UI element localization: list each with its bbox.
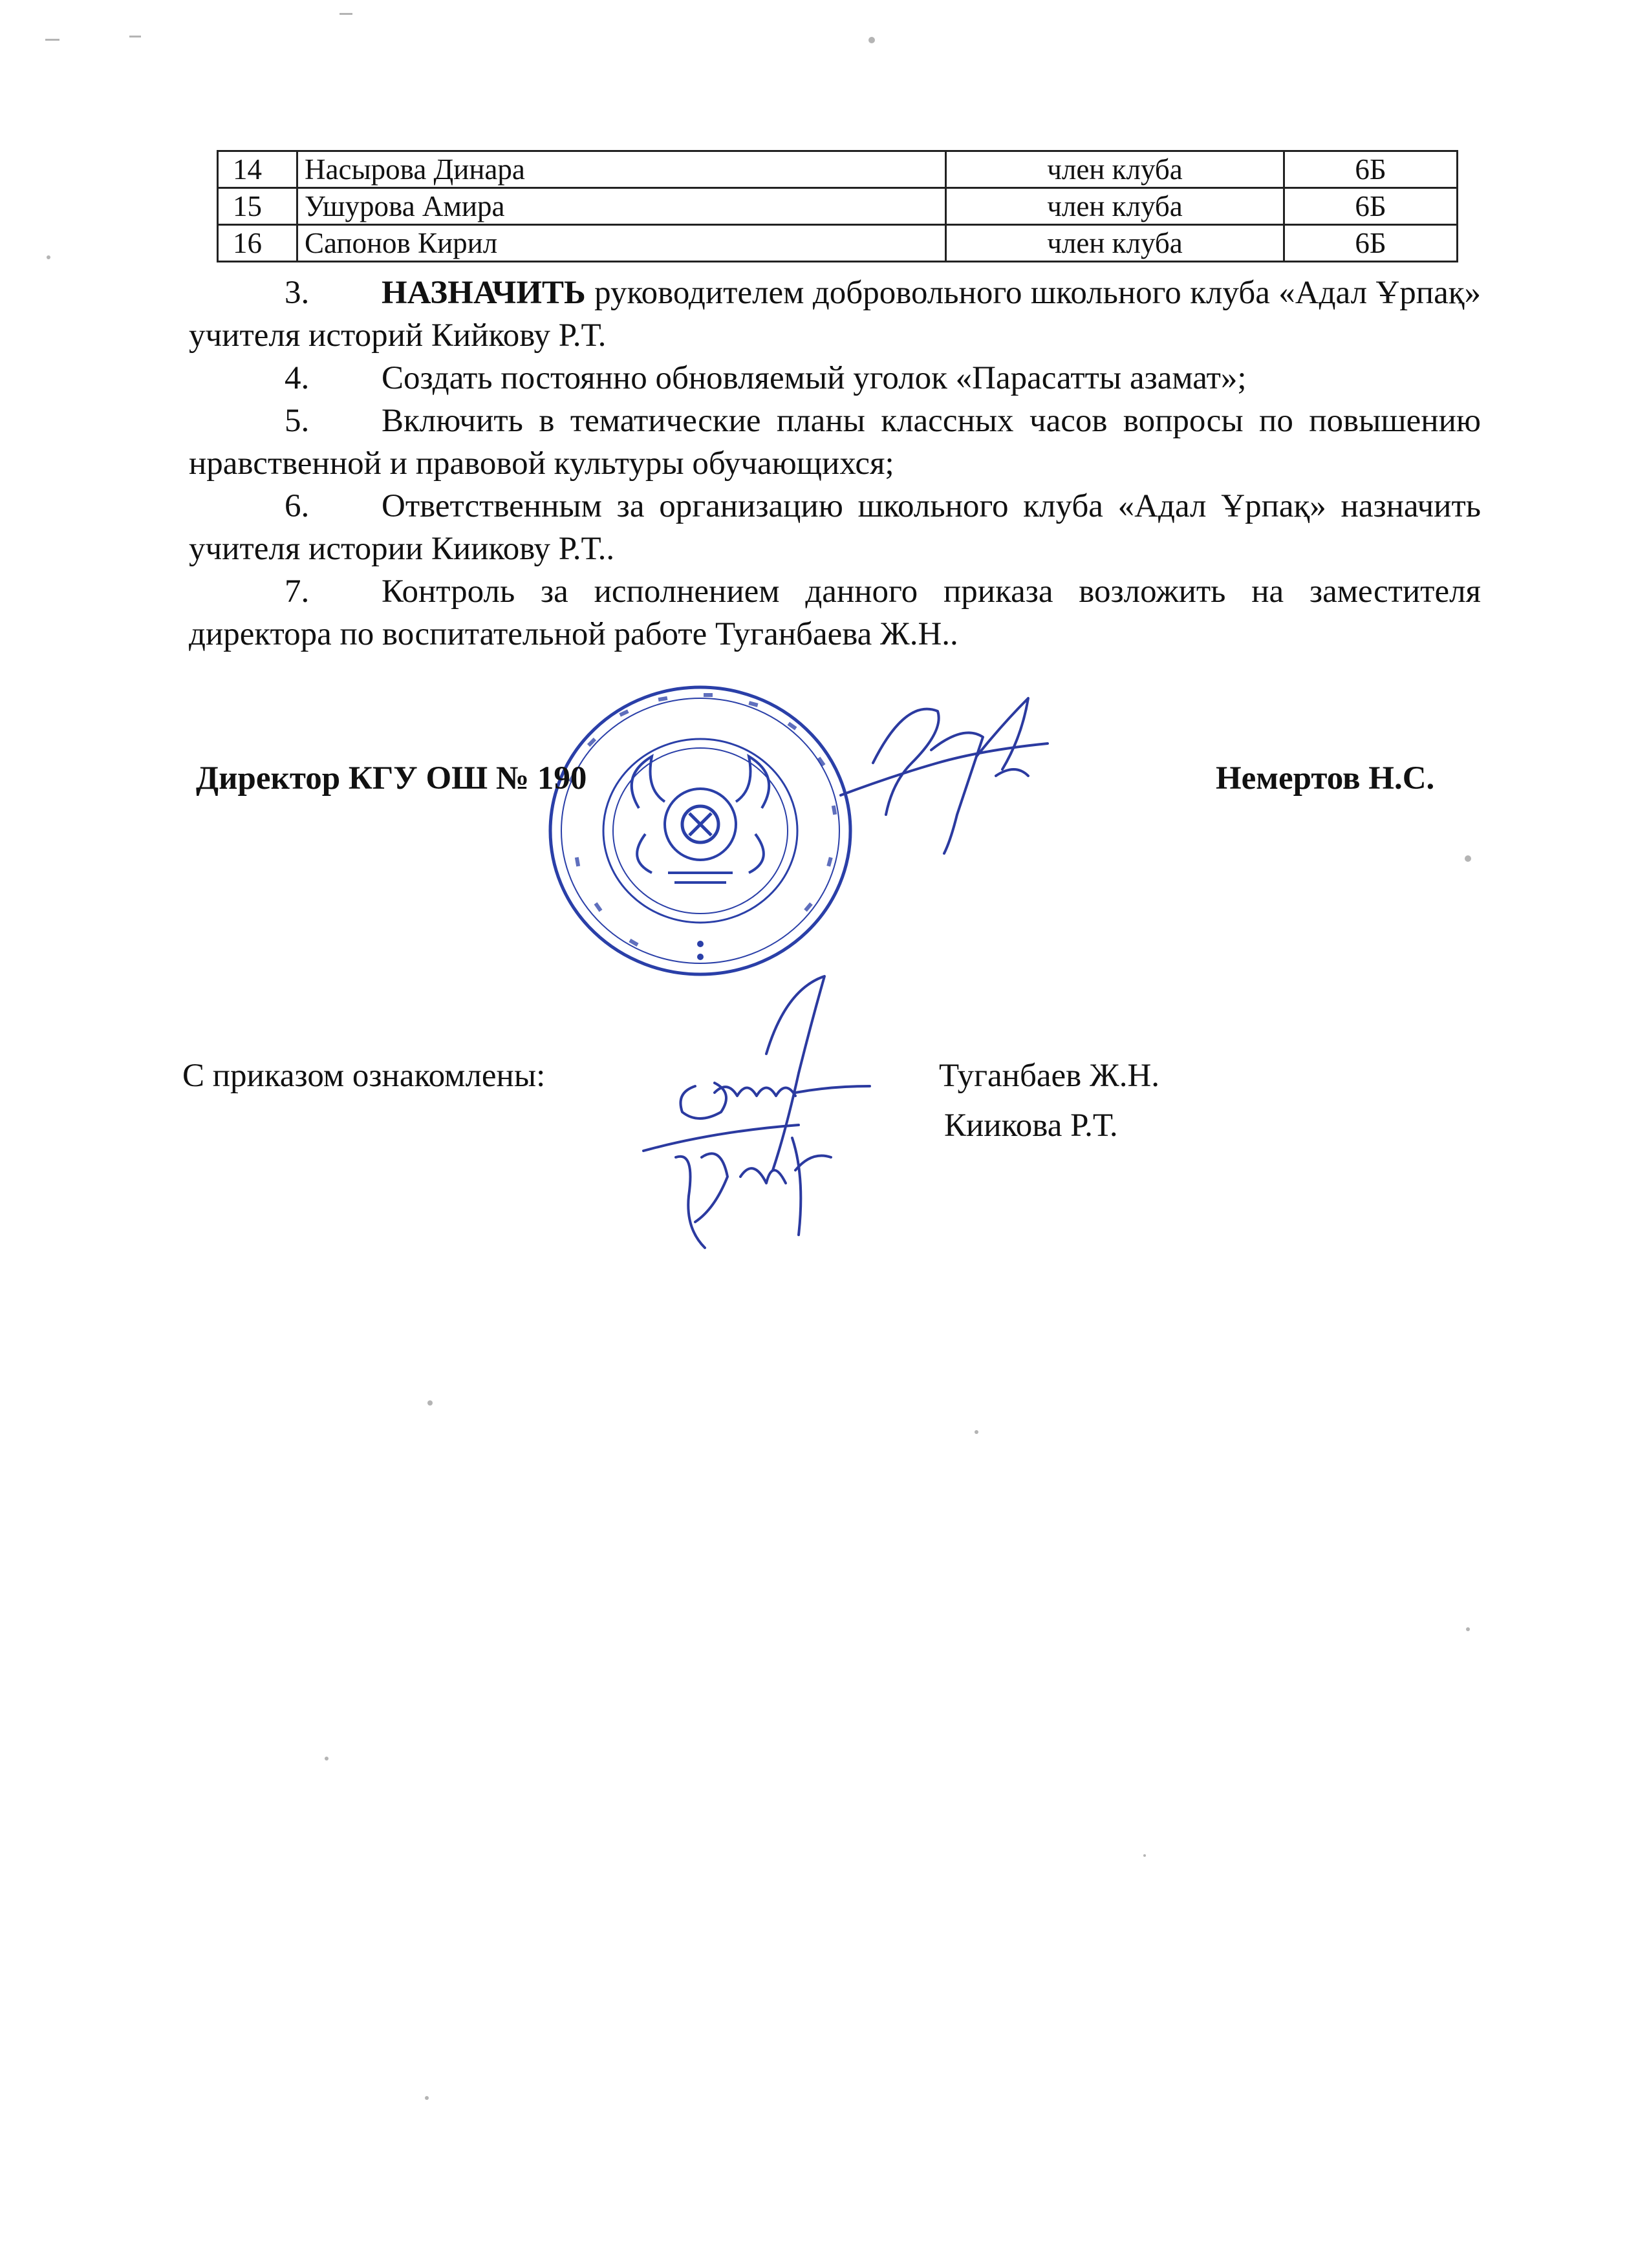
order-item-5	[189, 400, 1481, 485]
member-class: 6Б	[1284, 188, 1458, 225]
member-name: Насырова Динара	[297, 151, 946, 188]
director-position: Директор КГУ ОШ № 190	[196, 760, 587, 797]
order-item-6	[189, 485, 1481, 570]
order-items	[189, 272, 1481, 656]
item-number: 6.	[285, 488, 310, 524]
members-table	[217, 150, 1458, 262]
row-number: 16	[218, 225, 297, 262]
member-role: член клуба	[946, 225, 1284, 262]
order-item-3	[189, 272, 1481, 357]
row-number: 15	[218, 188, 297, 225]
member-class: 6Б	[1284, 225, 1458, 262]
member-name: Сапонов Кирил	[297, 225, 946, 262]
item-keyword: НАЗНАЧИТЬ	[382, 275, 586, 311]
row-number: 14	[218, 151, 297, 188]
item-text: Создать постоянно обновляемый уголок «Парасатты азамат»;	[382, 360, 1247, 396]
acknowledged-name: Киикова Р.Т.	[944, 1107, 1118, 1144]
table-row	[218, 188, 1458, 225]
item-text: Контроль за исполнением данного приказа возложить на заместителя директора по воспитательной работе Туганбаева Ж.Н..	[189, 573, 1481, 652]
order-item-4	[189, 357, 1481, 400]
director-signature-icon	[834, 685, 1054, 860]
order-item-7	[189, 570, 1481, 656]
item-text: руководителем добровольного школьного клуба «Адал Ұрпақ» учителя историй Кийкову Р.Т.	[189, 275, 1481, 354]
member-role: член клуба	[946, 151, 1284, 188]
acknowledged-name: Туганбаев Ж.Н.	[939, 1058, 1160, 1094]
member-name: Ушурова Амира	[297, 188, 946, 225]
item-number: 3.	[285, 275, 310, 311]
item-text: Ответственным за организацию школьного клуба «Адал Ұрпақ» назначить учителя истории Киикову Р.Т..	[189, 488, 1481, 567]
item-number: 5.	[285, 403, 310, 439]
director-name: Немертов Н.С.	[1216, 760, 1435, 797]
item-number: 7.	[285, 573, 310, 610]
item-text: Включить в тематические планы классных часов вопросы по повышению нравственной и правовой культуры обучающихся;	[189, 403, 1481, 482]
table-row	[218, 225, 1458, 262]
item-number: 4.	[285, 360, 310, 396]
table-row	[218, 151, 1458, 188]
acknowledgement-signature-icon	[637, 963, 876, 1267]
member-class: 6Б	[1284, 151, 1458, 188]
official-stamp-icon	[542, 679, 859, 983]
acknowledgement-label: С приказом ознакомлены:	[182, 1058, 546, 1094]
member-role: член клуба	[946, 188, 1284, 225]
